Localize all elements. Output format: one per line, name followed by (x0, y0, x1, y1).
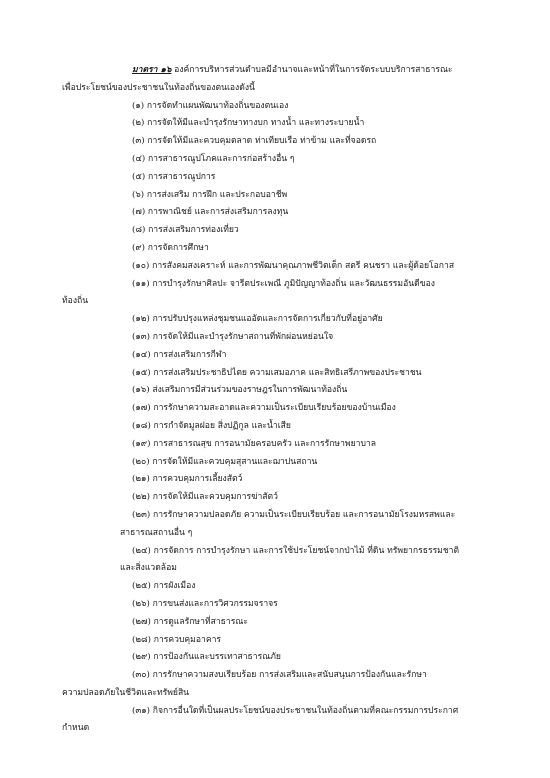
section-label: มาตรา ๑๖ (132, 65, 172, 75)
list-item (62, 222, 502, 240)
item-continuation: และสิ่งแวดล้อม (120, 563, 177, 574)
item-continuation: ท้องถิ่น (62, 296, 89, 307)
item-number: (๑๘) (132, 420, 151, 431)
item-number: (๔) (132, 153, 146, 164)
list-item (62, 632, 502, 650)
item-text: การบำรุงรักษาศิลปะ จารีตประเพณี ภูมิปัญญาท้องถิ่น และวัฒนธรรมอันดีของ (152, 278, 435, 289)
item-text: การส่งเสริม การฝึก และประกอบอาชีพ (146, 189, 288, 200)
intro-line-2: เพื่อประโยชน์ของประชาชนในท้องถิ่นของตนเองดังนี้ (62, 82, 255, 93)
list-item (62, 311, 502, 329)
item-number: (๓) (132, 136, 145, 147)
item-text: การจัดทำแผนพัฒนาท้องถิ่นของตนเอง (146, 100, 289, 111)
item-number: (๑๓) (132, 331, 151, 342)
item-number: (๑๔) (132, 349, 151, 360)
list-item (62, 329, 502, 347)
item-text: การจัดการศึกษา (147, 242, 209, 253)
list-item (62, 543, 502, 561)
list-item (62, 596, 502, 614)
item-number: (๒๕) (132, 581, 151, 592)
item-text: การจัดให้มีและควบคุมตลาด ท่าเทียบเรือ ท่าข้าม และที่จอดรถ (147, 136, 377, 147)
list-item (62, 667, 502, 685)
item-number: (๒๖) (132, 598, 150, 609)
list-item (62, 258, 502, 276)
item-number: (๙) (132, 242, 145, 253)
item-text: ส่งเสริมการมีส่วนร่วมของราษฎรในการพัฒนาท้องถิ่น (152, 385, 348, 396)
list-item (62, 151, 502, 169)
item-text: การป้องกันและบรรเทาสาธารณภัย (153, 652, 281, 663)
list-item (62, 471, 502, 489)
item-text: การสาธารณูปโภคและการก่อสร้างอื่น ๆ (147, 153, 295, 164)
list-item (62, 169, 502, 187)
item-number: (๕) (132, 171, 146, 182)
item-text: การรักษาความปลอดภัย ความเป็นระเบียบเรียบร้อย และการอนามัยโรงมหรสพและ (152, 509, 456, 520)
item-number: (๗) (132, 207, 146, 218)
item-number: (๑๕) (132, 367, 151, 378)
intro-text-1: องค์การบริหารส่วนตำบลมีอำนาจและหน้าที่ในการจัดระบบบริการสาธารณะ (174, 65, 453, 75)
item-text: การควบคุมอาคาร (153, 634, 222, 645)
list-item (62, 418, 502, 436)
item-text: การจัดให้มีและควบคุมสุสานและฌาปนสถาน (152, 456, 318, 467)
item-text: การจัดการ การบำรุงรักษา และการใช้ประโยชน์จากป่าไม้ ที่ดิน ทรัพยากรธรรมชาติ (153, 545, 460, 556)
list-item (62, 703, 502, 721)
item-text: การกำจัดมูลฝอย สิ่งปฏิกูล และน้ำเสีย (153, 420, 291, 431)
item-text: การสังคมสงเคราะห์ และการพัฒนาคุณภาพชีวิตเด็ก สตรี คนชรา และผู้ด้อยโอกาส (152, 260, 455, 271)
item-number: (๑๐) (132, 260, 150, 271)
item-text: การรักษาความสะอาดและความเป็นระเบียบเรียบร้อยของบ้านเมือง (153, 403, 396, 414)
item-number: (๒๙) (132, 652, 151, 663)
list-item (62, 187, 502, 205)
item-continuation: ความปลอดภัยในชีวิตและทรัพย์สิน (62, 687, 190, 698)
item-text: การพาณิชย์ และการส่งเสริมการลงทุน (147, 207, 289, 218)
item-text: การสาธารณูปการ (147, 171, 216, 182)
item-text: การควบคุมการเลี้ยงสัตว์ (152, 474, 243, 485)
item-number: (๑๗) (132, 403, 151, 414)
item-number: (๒๘) (132, 634, 152, 645)
list-item (62, 649, 502, 667)
list-item (62, 240, 502, 258)
item-number: (๓๐) (132, 670, 150, 681)
list-item (62, 133, 502, 151)
item-text: การขนส่งและการวิศวกรรมจราจร (152, 598, 278, 609)
list-item (62, 454, 502, 472)
item-number: (๑) (132, 100, 145, 111)
list-item (62, 98, 502, 116)
item-number: (๑๑) (132, 278, 150, 289)
item-number: (๑๖) (132, 385, 150, 396)
list-item (62, 115, 502, 133)
item-number: (๓๑) (132, 705, 151, 716)
item-number: (๒) (132, 118, 145, 129)
item-text: การดูแลรักษาที่สาธารณะ (153, 616, 248, 627)
item-text: กิจการอื่นใดที่เป็นผลประโยชน์ของประชาชนในท้องถิ่นตามที่คณะกรรมการประกาศ (152, 705, 459, 716)
item-text: การจัดให้มีและบำรุงรักษาสถานที่พักผ่อนหย่อนใจ (152, 331, 334, 342)
item-text: การส่งเสริมการท่องเที่ยว (148, 225, 239, 236)
item-number: (๒๓) (132, 509, 151, 520)
list-item (62, 614, 502, 632)
list-item (62, 347, 502, 365)
item-text: การจัดให้มีและบำรุงรักษาทางบก ทางน้ำ และทางระบายน้ำ (147, 118, 365, 129)
item-number: (๑๙) (132, 438, 151, 449)
item-text: การจัดให้มีและควบคุมการฆ่าสัตว์ (152, 492, 278, 503)
list-item (62, 400, 502, 418)
item-text: การผังเมือง (153, 581, 196, 592)
item-number: (๒๒) (132, 492, 151, 503)
item-number: (๒๗) (132, 616, 151, 627)
list-item (62, 436, 502, 454)
list-item (62, 204, 502, 222)
intro-line-1 (62, 62, 502, 80)
list-item (62, 276, 502, 294)
item-text: การรักษาความสงบเรียบร้อย การส่งเสริมและสนับสนุนการป้องกันและรักษา (152, 670, 427, 681)
item-number: (๒๐) (132, 456, 150, 467)
list-item (62, 382, 502, 400)
list-item (62, 365, 502, 383)
section-16-text (62, 62, 502, 738)
list-item (62, 489, 502, 507)
list-item (62, 507, 502, 525)
item-number: (๘) (132, 225, 146, 236)
item-continuation: กำหนด (62, 723, 90, 734)
item-text: การส่งเสริมประชาธิปไตย ความเสมอภาค และสิทธิเสรีภาพของประชาชน (153, 367, 422, 378)
item-continuation: สาธารณสถานอื่น ๆ (120, 527, 193, 538)
item-number: (๑๒) (132, 314, 150, 325)
list-item (62, 578, 502, 596)
item-number: (๖) (132, 189, 145, 200)
item-number: (๒๔) (132, 545, 151, 556)
item-text: การปรับปรุงแหล่งชุมชนแออัดและการจัดการเกี่ยวกับที่อยู่อาศัย (152, 314, 383, 325)
item-text: การสาธารณสุข การอนามัยครอบครัว และการรักษาพยาบาล (153, 438, 376, 449)
item-number: (๒๑) (132, 474, 150, 485)
item-text: การส่งเสริมการกีฬา (153, 349, 227, 360)
